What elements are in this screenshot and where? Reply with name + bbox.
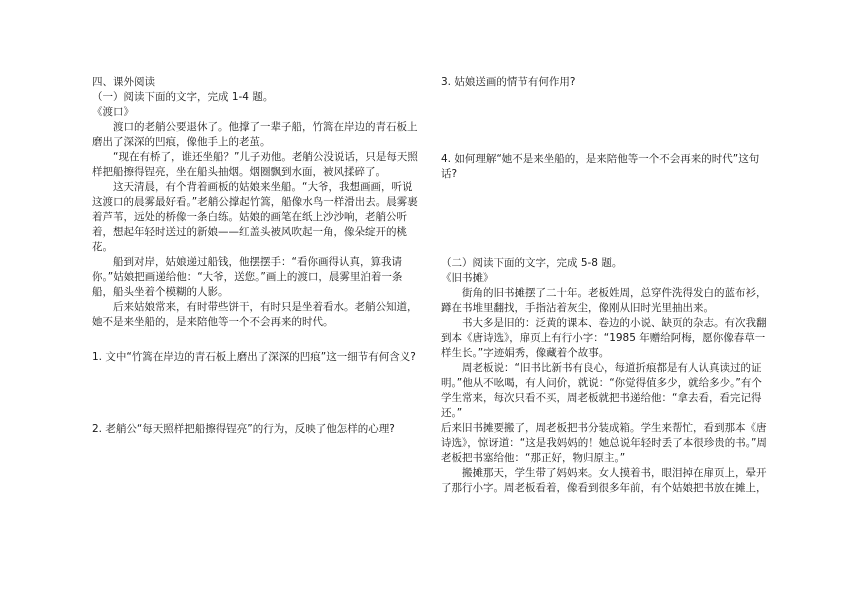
- story2-paragraph: 街角的旧书摊摆了二十年。老板姓周，总穿件洗得发白的蓝布衫，蹲在书堆里翻找，手指沾着灰尘，像刚从旧时光里抽出来。: [441, 287, 767, 314]
- story2-paragraph: 搬摊那天，学生带了妈妈来。女人摸着书，眼泪掉在扉页上，晕开了那行小字。周老板看着，像看到很多年前，有个姑娘把书放在摊上，: [441, 467, 767, 494]
- left-column: [92, 75, 422, 437]
- section-title: 四、课外阅读: [92, 76, 155, 88]
- question-4: 4. 如何理解“她不是来坐船的，是来陪他等一个不会再来的时代”这句话?: [441, 153, 760, 180]
- part2-instruction: （二）阅读下面的文字，完成 5-8 题。: [441, 257, 623, 269]
- question-2: 2. 老艄公“每天照样把船擦得锃亮”的行为，反映了他怎样的心理?: [92, 423, 395, 435]
- story1-paragraph: 船到对岸，姑娘递过船钱，他摆摆手：“看你画得认真，算我请你。”姑娘把画递给他：“大爷，送您。”画上的渡口，晨雾里泊着一条船，船头坐着个模糊的人影。: [92, 256, 403, 298]
- story1-paragraph: 后来姑娘常来，有时带些饼干，有时只是坐着看水。老艄公知道，她不是来坐船的，是来陪他等一个不会再来的时代。: [92, 301, 418, 328]
- right-column: [441, 75, 771, 496]
- story1-paragraph: “现在有桥了，谁还坐船？”儿子劝他。老艄公没说话，只是每天照样把船擦得锃亮，坐在船头抽烟。烟圈飘到水面，被风揉碎了。: [92, 151, 418, 178]
- story1-title: 《渡口》: [92, 106, 134, 118]
- part1-instruction: （一）阅读下面的文字，完成 1-4 题。: [92, 91, 274, 103]
- story2-paragraph: 书大多是旧的：泛黄的课本、卷边的小说、缺页的杂志。有次我翻到本《唐诗选》，扉页上有行小字：“1985 年赠给阿梅，愿你像春草一样生长。”字迹娟秀，像藏着个故事。: [441, 317, 767, 359]
- story1-paragraph: 渡口的老艄公要退休了。他撑了一辈子船，竹篙在岸边的青石板上磨出了深深的凹痕，像他手上的老茧。: [92, 121, 418, 148]
- story2-paragraph: 周老板说：“旧书比新书有良心，每道折痕都是有人认真读过的证明。”他从不吆喝，有人问价，就说：“你觉得值多少，就给多少。”有个学生常来，每次只看不买，周老板就把书递给他：“拿去看，看完记得还。”: [441, 362, 762, 419]
- story2-paragraph: 后来旧书摊要搬了，周老板把书分装成箱。学生来帮忙，看到那本《唐诗选》，惊讶道：“这是我妈妈的！她总说年轻时丢了本很珍贵的书。”周老板把书塞给他：“那正好，物归原主。”: [441, 422, 767, 464]
- story2-title: 《旧书摊》: [441, 272, 494, 284]
- story1-paragraph: 这天清晨，有个背着画板的姑娘来坐船。“大爷，我想画画，听说这渡口的晨雾最好看。”老艄公撑起竹篙，船像水鸟一样滑出去。晨雾裹着芦苇，远处的桥像一条白练。姑娘的画笔在纸上沙沙响，老艄公听着，想起年轻时送过的新娘——红盖头被风吹起一角，像朵绽开的桃花。: [92, 181, 418, 253]
- question-3: 3. 姑娘送画的情节有何作用?: [441, 76, 576, 88]
- question-1: 1. 文中“竹篙在岸边的青石板上磨出了深深的凹痕”这一细节有何含义?: [92, 351, 416, 363]
